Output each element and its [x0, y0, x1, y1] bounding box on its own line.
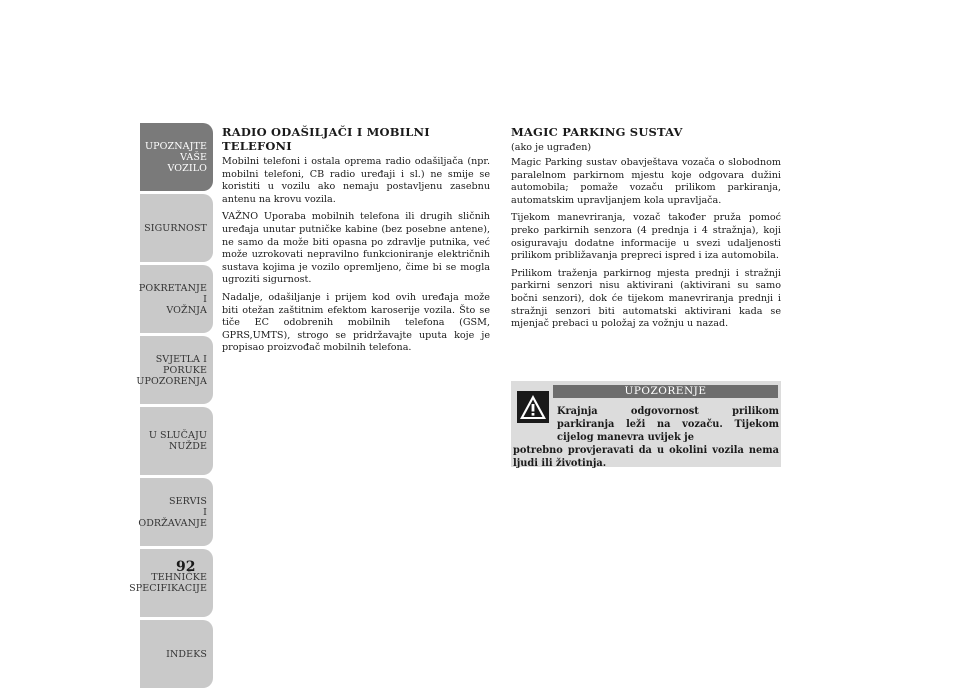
paragraph: Tijekom manevriranja, vozač također pruža pomoć preko parkirnih senzora (4 prednja i 4 stražnja), koji osiguravaju dodatne informacije u svezi udaljenosti prilikom približavanja prepreci ispred i iza automobila.: [511, 212, 781, 262]
tab-pokretanje-i-voznja[interactable]: [140, 265, 213, 333]
paragraph: Nadalje, odašiljanje i prijem kod ovih uređaja može biti otežan zaštitnim efektom karoserije vozila. Što se tiče EC odobrenih mobilnih telefona (GSM, GPRS,UMTS), strogo se pridržavajte uputa koje je propisao proizvođač mobilnih telefona.: [222, 291, 490, 354]
tab-label: SIGURNOST: [144, 222, 207, 234]
chapter-sidebar: [129, 123, 213, 691]
tab-indeks[interactable]: [140, 620, 213, 688]
tab-svjetla-i-poruke-upozorenja[interactable]: [136, 336, 213, 404]
page-number: 92: [176, 559, 196, 575]
tab-label: SERVIS I ODRŽAVANJE: [138, 495, 207, 529]
left-column: [222, 125, 490, 360]
section-heading-magic-parking: MAGIC PARKING SUSTAV: [511, 125, 683, 139]
warning-text: [513, 405, 779, 470]
paragraph: Magic Parking sustav obavještava vozača o slobodnom paralelnom parkirnom mjestu koje odgovara dužini automobila; pomaže vozaču prilikom parkiranja, automatskim upravljanjem kola upravljača.: [511, 157, 781, 206]
paragraph: VAŽNO Uporaba mobilnih telefona ili drugih sličnih uređaja unutar putničke kabine (bez posebne antene), ne samo da može biti opasna po zdravlje putnika, već može uzrokovati nepravilno funkcioniranje električnih sustava kojima je vozilo opremljeno, čime bi se mogla ugroziti sigurnost.: [222, 211, 490, 286]
warning-box: [511, 381, 781, 467]
paragraph: Prilikom traženja parkirnog mjesta prednji i stražnji parkirni senzori nisu aktivirani (aktivirani su samo bočni senzori), dok će tijekom manevriranja prednji i stražnji senzori biti automatski aktivirani kada se mjenjač prebaci u položaj za vožnju u nazad.: [511, 267, 781, 330]
tab-label: TEHNIČKE SPECIFIKACIJE: [129, 572, 207, 594]
right-column: [511, 125, 781, 336]
section-heading-radio: RADIO ODAŠILJAČI I MOBILNI TELEFONI: [222, 125, 430, 153]
paragraph: Mobilni telefoni i ostala oprema radio odašiljača (npr. mobilni telefoni, CB radio uređaji i sl.) ne smije se koristiti u vozilu ako nemaju postavljenu zasebnu antenu na krovu vozila.: [222, 156, 490, 205]
tab-label: INDEKS: [166, 648, 207, 660]
tab-label: UPOZNAJTE VAŠE VOZILO: [145, 140, 207, 174]
tab-label: POKRETANJE I VOŽNJA: [138, 282, 207, 316]
warning-title: UPOZORENJE: [553, 385, 778, 398]
warning-text-first: Krajnja odgovornost prilikom parkiranja leži na vozaču. Tijekom cijelog manevra uvijek je: [557, 406, 779, 443]
warning-text-rest: potrebno provjeravati da u okolini vozila nema ljudi ili životinja.: [513, 445, 779, 469]
tab-servis-i-odrzavanje[interactable]: [140, 478, 213, 546]
tab-label: U SLUČAJU NUŽDE: [148, 430, 207, 452]
tab-sigurnost[interactable]: [140, 194, 213, 262]
tab-upoznajte-vase-vozilo[interactable]: [140, 123, 213, 191]
tab-label: SVJETLA I PORUKE UPOZORENJA: [136, 353, 207, 387]
section-subheading: (ako je ugrađen): [511, 142, 592, 153]
tab-u-slucaju-nuzde[interactable]: [140, 407, 213, 475]
